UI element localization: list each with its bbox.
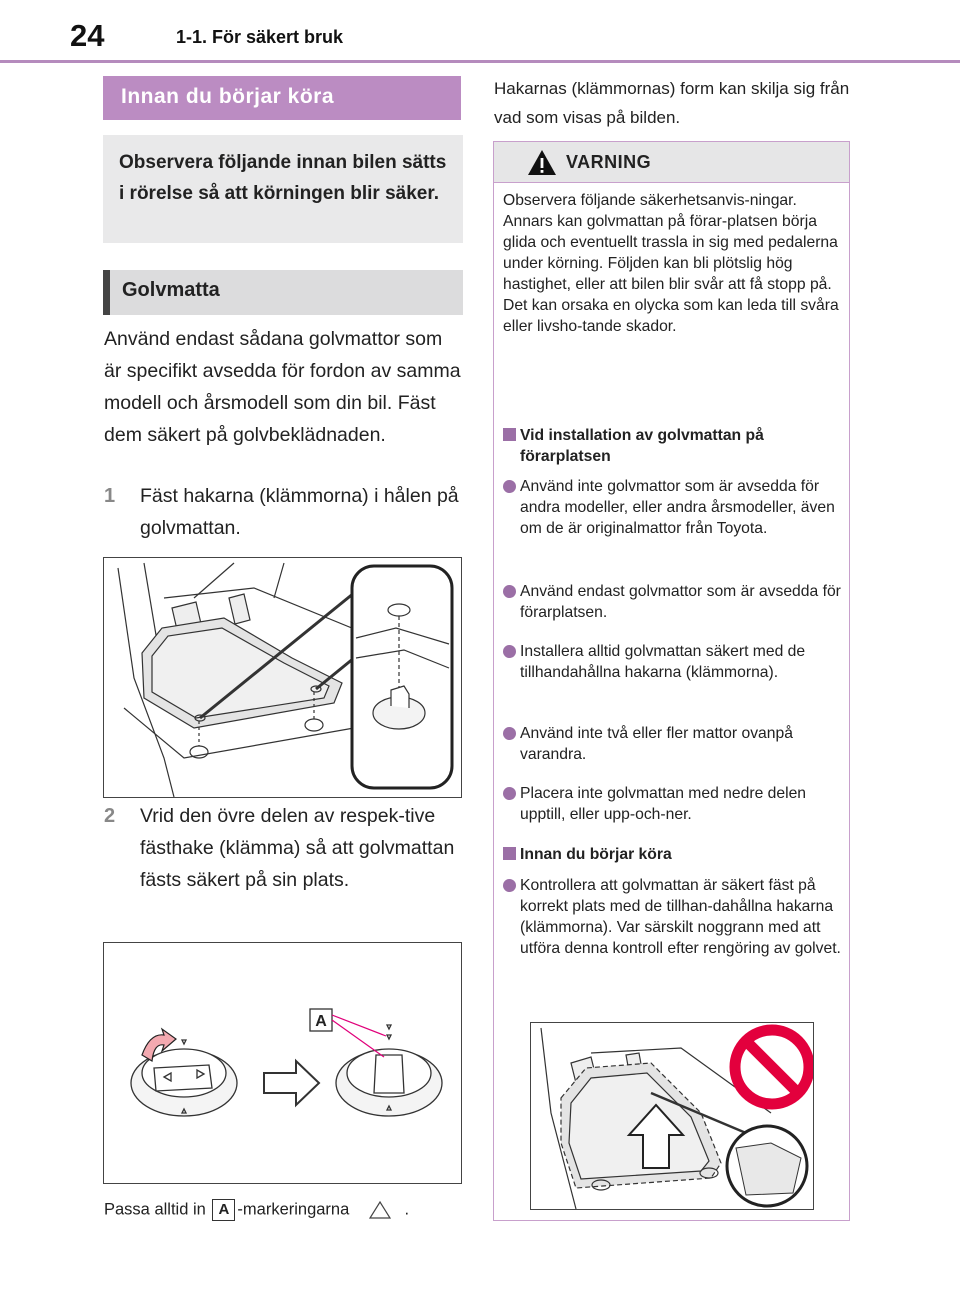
square-bullet-icon (503, 428, 516, 441)
subheading-installation-text: Vid installation av golvmattan på förarplatsen (520, 427, 764, 465)
list-item (503, 581, 841, 623)
prohibited-icon (735, 1030, 809, 1104)
callout-a-label: A (315, 1013, 327, 1030)
warning-title: VARNING (566, 152, 652, 172)
warning-rule (494, 182, 849, 183)
step-2-number: 2 (104, 805, 116, 827)
round-bullet-icon (503, 727, 516, 740)
intro-box (103, 135, 463, 243)
page-number: 24 (70, 18, 105, 53)
round-bullet-icon (503, 645, 516, 658)
list-item (503, 875, 841, 959)
hook-rotation-figure (103, 942, 462, 1184)
floor-mat-illustration (104, 558, 461, 797)
alignment-note (104, 1199, 409, 1221)
title-bar (103, 76, 461, 120)
round-bullet-icon (503, 787, 516, 800)
list-item-text: Använd inte golvmattor som är avsedda för andra modeller, eller andra årsmodeller, även om de är originalmattor från Toyota. (520, 478, 835, 537)
round-bullet-icon (503, 879, 516, 892)
hook-rotation-illustration (104, 943, 461, 1183)
warning-icon (527, 149, 557, 176)
note-a-box: A (212, 1199, 235, 1221)
page-title: Innan du börjar köra (121, 85, 335, 108)
round-bullet-icon (503, 585, 516, 598)
subheading-before-driving (503, 844, 841, 865)
list-item-text: Placera inte golvmattan med nedre delen upptill, eller upp-och-ner. (520, 785, 807, 823)
list-item (503, 723, 841, 765)
incorrect-mat-figure (530, 1022, 814, 1210)
list-item (503, 641, 841, 683)
subheading-before-driving-text: Innan du börjar köra (520, 846, 672, 863)
triangle-mark-icon (368, 1200, 392, 1220)
zoom-inset (352, 566, 452, 788)
list-item-text: Använd endast golvmattor som är avsedda för förarplatsen. (520, 583, 841, 621)
intro-text: Observera följande innan bilen sätts i rörelse så att körningen blir säker. (119, 152, 447, 204)
floor-mat-paragraph: Använd endast sådana golvmattor som är specifikt avsedda för fordon av samma modell och årsmodell som din bil. Fäst dem säkert på golvbeklädnaden. (104, 328, 461, 446)
header-rule (0, 60, 960, 63)
note-prefix: Passa alltid in (104, 1200, 206, 1219)
list-item-text: Använd inte två eller fler mattor ovanpå varandra. (520, 725, 793, 763)
section-bar-edge (103, 270, 110, 315)
step-1 (104, 480, 462, 544)
warning-intro: Observera följande säkerhetsanvis-ningar. Annars kan golvmattan på förar-platsen börja glida och eventuellt trassla in sig med pedalerna under körning. Följden kan bli plötslig hög hastighet, eller att bilen blir svår att få stopp på. Det kan orsaka en olycka som kan leda till svåra eller livsho-tande skador. (503, 192, 839, 335)
note-suffix: -markeringarna (237, 1200, 350, 1219)
incorrect-mat-illustration (531, 1023, 813, 1209)
step-2 (104, 800, 462, 896)
list-item-text: Kontrollera att golvmattan är säkert fäst på korrekt plats med de tillhan-dahållna hakarna (klämmorna). Var särskilt noggrann med att utföra denna kontroll efter rengöring av golvet. (520, 877, 841, 957)
floor-mat-hook-figure (103, 557, 462, 798)
round-bullet-icon (503, 480, 516, 493)
warning-header (494, 142, 849, 182)
section-title: Golvmatta (122, 279, 220, 301)
hook-shape-note: Hakarnas (klämmornas) form kan skilja sig från vad som visas på bilden. (494, 79, 850, 127)
step-1-number: 1 (104, 485, 116, 507)
section-header: 1-1. För säkert bruk (176, 27, 344, 47)
note-end: . (404, 1200, 410, 1219)
step-2-text: Vrid den övre delen av respek-tive fästhake (klämma) så att golvmattan fästs säkert på sin plats. (140, 805, 455, 891)
subheading-installation (503, 425, 841, 467)
step-1-text: Fäst hakarna (klämmorna) i hålen på golvmattan. (140, 485, 459, 539)
list-item (503, 476, 841, 539)
list-item (503, 783, 841, 825)
section-bar (103, 270, 463, 315)
square-bullet-icon (503, 847, 516, 860)
list-item-text: Installera alltid golvmattan säkert med de tillhandahållna hakarna (klämmorna). (520, 643, 806, 681)
